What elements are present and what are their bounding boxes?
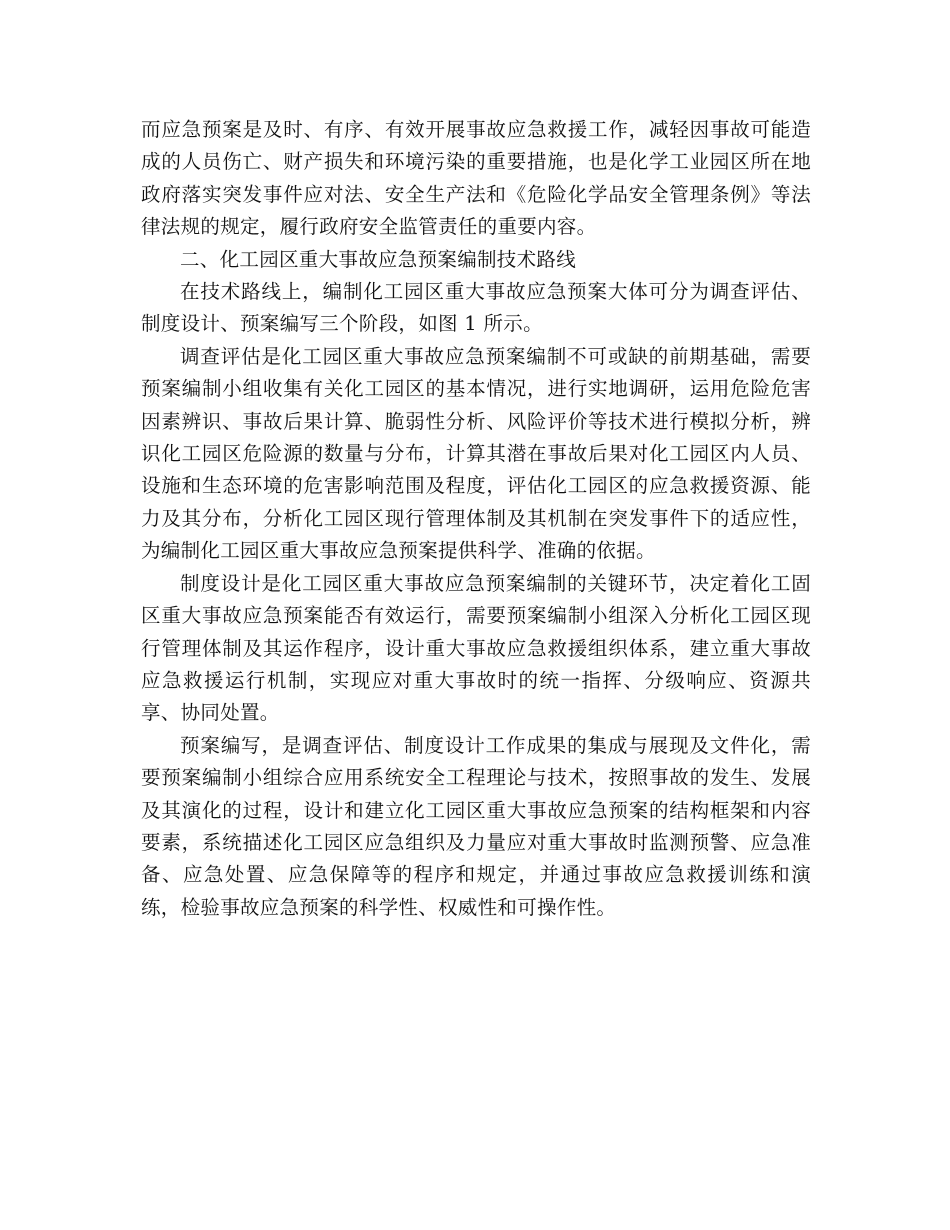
paragraph-investigation-assessment: 调查评估是化工园区重大事故应急预案编制不可或缺的前期基础，需要预案编制小组收集有关化工园区的基本情况，进行实地调研，运用危险危害因素辨识、事故后果计算、脆弱性分析、风险评价等技术进行模拟分析，辨识化工园区危险源的数量与分布，计算其潜在事故后果对化工园区内人员、设施和生态环境的危害影响范围及程度，评估化工园区的应急救援资源、能力及其分布，分析化工园区现行管理体制及其机制在突发事件下的适应性，为编制化工园区重大事故应急预案提供科学、准确的依据。 xyxy=(141,344,811,563)
paragraph-plan-writing: 预案编写，是调查评估、制度设计工作成果的集成与展现及文件化，需要预案编制小组综合应用系统安全工程理论与技术，按照事故的发生、发展及其演化的过程，设计和建立化工园区重大事故应急预案的结构框架和内容要素，系统描述化工园区应急组织及力量应对重大事故时监测预警、应急准备、应急处置、应急保障等的程序和规定，并通过事故应急救援训练和演练，检验事故应急预案的科学性、权威性和可操作性。 xyxy=(141,733,811,919)
paragraph-technical-route: 在技术路线上，编制化工园区重大事故应急预案大体可分为调查评估、制度设计、预案编写三个阶段，如图 1 所示。 xyxy=(141,280,811,336)
document-body xyxy=(141,114,811,924)
paragraph-intro-continuation: 而应急预案是及时、有序、有效开展事故应急救援工作，减轻因事故可能造成的人员伤亡、财产损失和环境污染的重要措施，也是化学工业园区所在地政府落实突发事件应对法、安全生产法和《危险化学品安全管理条例》等法律法规的规定，履行政府安全监管责任的重要内容。 xyxy=(141,118,811,239)
paragraph-system-design: 制度设计是化工园区重大事故应急预案编制的关键环节，决定着化工固区重大事故应急预案能否有效运行，需要预案编制小组深入分析化工园区现行管理体制及其运作程序，设计重大事故应急救援组织体系，建立重大事故应急救援运行机制，实现应对重大事故时的统一指挥、分级响应、资源共享、协同处置。 xyxy=(141,571,811,725)
section-heading: 二、化工园区重大事故应急预案编制技术路线 xyxy=(180,247,577,271)
